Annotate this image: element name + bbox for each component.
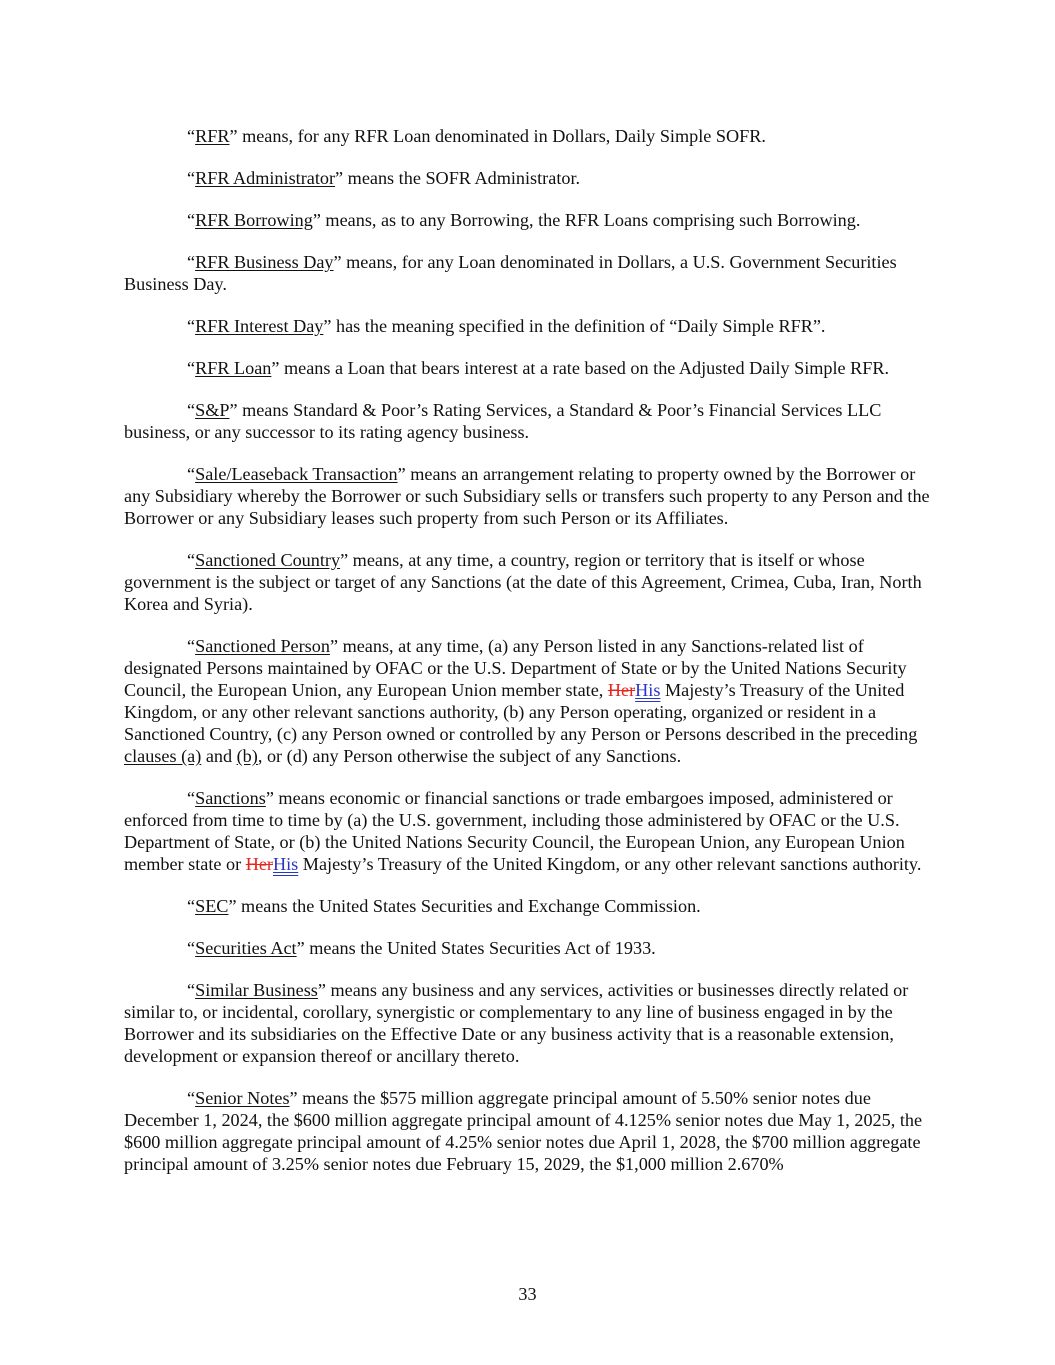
definition-text: ” means Standard & Poor’s Rating Services, a Standard & Poor’s Financial Services LLC business, or any successor to its rating agency business. bbox=[124, 400, 882, 442]
definition-text: and bbox=[201, 746, 237, 766]
inserted-text: His bbox=[635, 680, 661, 700]
defined-term: RFR Loan bbox=[195, 358, 272, 378]
definition-rfr-administrator: “RFR Administrator” means the SOFR Administrator. bbox=[187, 168, 581, 188]
defined-term: Sanctions bbox=[195, 788, 266, 808]
defined-term: S&P bbox=[195, 400, 230, 420]
definition-text: Majesty’s Treasury of the United Kingdom, or any other relevant sanctions authority. bbox=[298, 854, 922, 874]
definition-text: ” means, for any RFR Loan denominated in Dollars, Daily Simple SOFR. bbox=[229, 126, 766, 146]
definition-text: ” means the United States Securities Act of 1933. bbox=[296, 938, 656, 958]
clause-reference: (b) bbox=[236, 746, 258, 766]
definition-text: ” means, at any time, a country, region or territory that is itself or whose government is the subject or target of any Sanctions (at the date of this Agreement, Crimea, Cuba, Iran, North Korea and Syria). bbox=[124, 550, 922, 614]
definition-rfr-business-day: “RFR Business Day” means, for any Loan denominated in Dollars, a U.S. Government Securities Business Day. bbox=[124, 252, 897, 294]
definition-text: ” means any business and any services, activities or businesses directly related or similar to, or incidental, corollary, synergistic or complementary to any line of business engaged in by the Borrower and its subsidiaries on the Effective Date or any business activity that is a reasonable extension, development or expansion thereof or ancillary thereto. bbox=[124, 980, 909, 1066]
definition-text: ” means an arrangement relating to property owned by the Borrower or any Subsidiary whereby the Borrower or such Subsidiary sells or transfers such property to any Person and the Borrower or any Subsidiary leases such property from such Person or its Affiliates. bbox=[124, 464, 930, 528]
defined-term: RFR Interest Day bbox=[195, 316, 324, 336]
definition-sanctioned-person: “Sanctioned Person” means, at any time, (a) any Person listed in any Sanctions-related list of designated Persons maintained by OFAC or the U.S. Department of State or by the United Nations Security Council, the European Union, any European Union member state, HerHis Majesty’s Treasury of the United Kingdom, or any other relevant sanctions authority, (b) any Person operating, organized or resident in a Sanctioned Country, (c) any Person owned or controlled by any Person or Persons described in the preceding clauses (a) and (b), or (d) any Person otherwise the subject of any Sanctions. bbox=[124, 636, 918, 766]
definition-text: Majesty’s Treasury of the United Kingdom, or any other relevant sanctions authority, (b) any Person operating, organized or resident in a Sanctioned Country, (c) any Person owned or controlled by any Person or Persons described in the preceding bbox=[124, 680, 918, 744]
definition-text: ” means, as to any Borrowing, the RFR Loans comprising such Borrowing. bbox=[312, 210, 861, 230]
definition-sanctions: “Sanctions” means economic or financial sanctions or trade embargoes imposed, administered or enforced from time to time by (a) the U.S. government, including those administered by OFAC or the U.S. Department of State, or (b) the United Nations Security Council, the European Union, any European Union member state or HerHis Majesty’s Treasury of the United Kingdom, or any other relevant sanctions authority. bbox=[124, 788, 922, 874]
definition-text: ” means economic or financial sanctions or trade embargoes imposed, administered or enforced from time to time by (a) the U.S. government, including those administered by OFAC or the U.S. Department of State, or (b) the United Nations Security Council, the European Union, any European Union member state or bbox=[124, 788, 905, 874]
defined-term: Similar Business bbox=[195, 980, 318, 1000]
defined-term: Sanctioned Country bbox=[195, 550, 341, 570]
definition-text: , or (d) any Person otherwise the subject of any Sanctions. bbox=[257, 746, 682, 766]
definition-securities-act: “Securities Act” means the United States Securities Act of 1933. bbox=[187, 938, 656, 958]
definition-rfr-borrowing: “RFR Borrowing” means, as to any Borrowing, the RFR Loans comprising such Borrowing. bbox=[187, 210, 861, 230]
definition-sec: “SEC” means the United States Securities and Exchange Commission. bbox=[187, 896, 701, 916]
definition-rfr-interest-day: “RFR Interest Day” has the meaning specified in the definition of “Daily Simple RFR”. bbox=[187, 316, 826, 336]
defined-term: RFR Administrator bbox=[195, 168, 336, 188]
definition-text: ” means, at any time, (a) any Person listed in any Sanctions-related list of designated Persons maintained by OFAC or the U.S. Department of State or by the United Nations Security Council, the European Union, any European Union member state, bbox=[124, 636, 907, 700]
definition-similar-business: “Similar Business” means any business and any services, activities or businesses directly related or similar to, or incidental, corollary, synergistic or complementary to any line of business engaged in by the Borrower and its subsidiaries on the Effective Date or any business activity that is a reasonable extension, development or expansion thereof or ancillary thereto. bbox=[124, 980, 909, 1066]
definitions-section bbox=[124, 125, 932, 1195]
inserted-text: His bbox=[272, 854, 299, 874]
defined-term: Sale/Leaseback Transaction bbox=[195, 464, 398, 484]
definition-text: ” has the meaning specified in the definition of “Daily Simple RFR”. bbox=[323, 316, 826, 336]
defined-term: Sanctioned Person bbox=[195, 636, 330, 656]
defined-term: Senior Notes bbox=[195, 1088, 290, 1108]
definition-text: ” means the SOFR Administrator. bbox=[335, 168, 581, 188]
defined-term: RFR bbox=[195, 126, 230, 146]
deleted-text: Her bbox=[245, 854, 273, 874]
definition-text: ” means the United States Securities and Exchange Commission. bbox=[228, 896, 701, 916]
deleted-text: Her bbox=[607, 680, 636, 700]
definition-sp: “S&P” means Standard & Poor’s Rating Services, a Standard & Poor’s Financial Services LLC business, or any successor to its rating agency business. bbox=[124, 400, 882, 442]
page-number: 33 bbox=[518, 1284, 537, 1304]
definition-sale-leaseback: “Sale/Leaseback Transaction” means an arrangement relating to property owned by the Borrower or any Subsidiary whereby the Borrower or such Subsidiary sells or transfers such property to any Person and the Borrower or any Subsidiary leases such property from such Person or its Affiliates. bbox=[124, 464, 930, 528]
definition-rfr-loan: “RFR Loan” means a Loan that bears interest at a rate based on the Adjusted Daily Simple RFR. bbox=[187, 358, 890, 378]
defined-term: SEC bbox=[195, 896, 229, 916]
definition-sanctioned-country: “Sanctioned Country” means, at any time, a country, region or territory that is itself or whose government is the subject or target of any Sanctions (at the date of this Agreement, Crimea, Cuba, Iran, North Korea and Syria). bbox=[124, 550, 922, 614]
defined-term: RFR Business Day bbox=[195, 252, 334, 272]
defined-term: Securities Act bbox=[195, 938, 297, 958]
defined-term: RFR Borrowing bbox=[195, 210, 313, 230]
clause-reference: clauses (a) bbox=[124, 746, 202, 766]
definition-text: ” means a Loan that bears interest at a rate based on the Adjusted Daily Simple RFR. bbox=[271, 358, 890, 378]
definition-senior-notes: “Senior Notes” means the $575 million aggregate principal amount of 5.50% senior notes due December 1, 2024, the $600 million aggregate principal amount of 4.125% senior notes due May 1, 2025, the $600 million aggregate principal amount of 4.25% senior notes due April 1, 2028, the $700 million aggregate principal amount of 3.25% senior notes due February 15, 2029, the $1,000 million 2.670% bbox=[124, 1088, 923, 1174]
definition-text: ” means the $575 million aggregate principal amount of 5.50% senior notes due December 1, 2024, the $600 million aggregate principal amount of 4.125% senior notes due May 1, 2025, the $600 million aggregate principal amount of 4.25% senior notes due April 1, 2028, the $700 million aggregate principal amount of 3.25% senior notes due February 15, 2029, the $1,000 million 2.670% bbox=[124, 1088, 923, 1174]
definition-rfr: “RFR” means, for any RFR Loan denominated in Dollars, Daily Simple SOFR. bbox=[187, 126, 766, 146]
definition-text: ” means, for any Loan denominated in Dollars, a U.S. Government Securities Business Day. bbox=[124, 252, 897, 294]
